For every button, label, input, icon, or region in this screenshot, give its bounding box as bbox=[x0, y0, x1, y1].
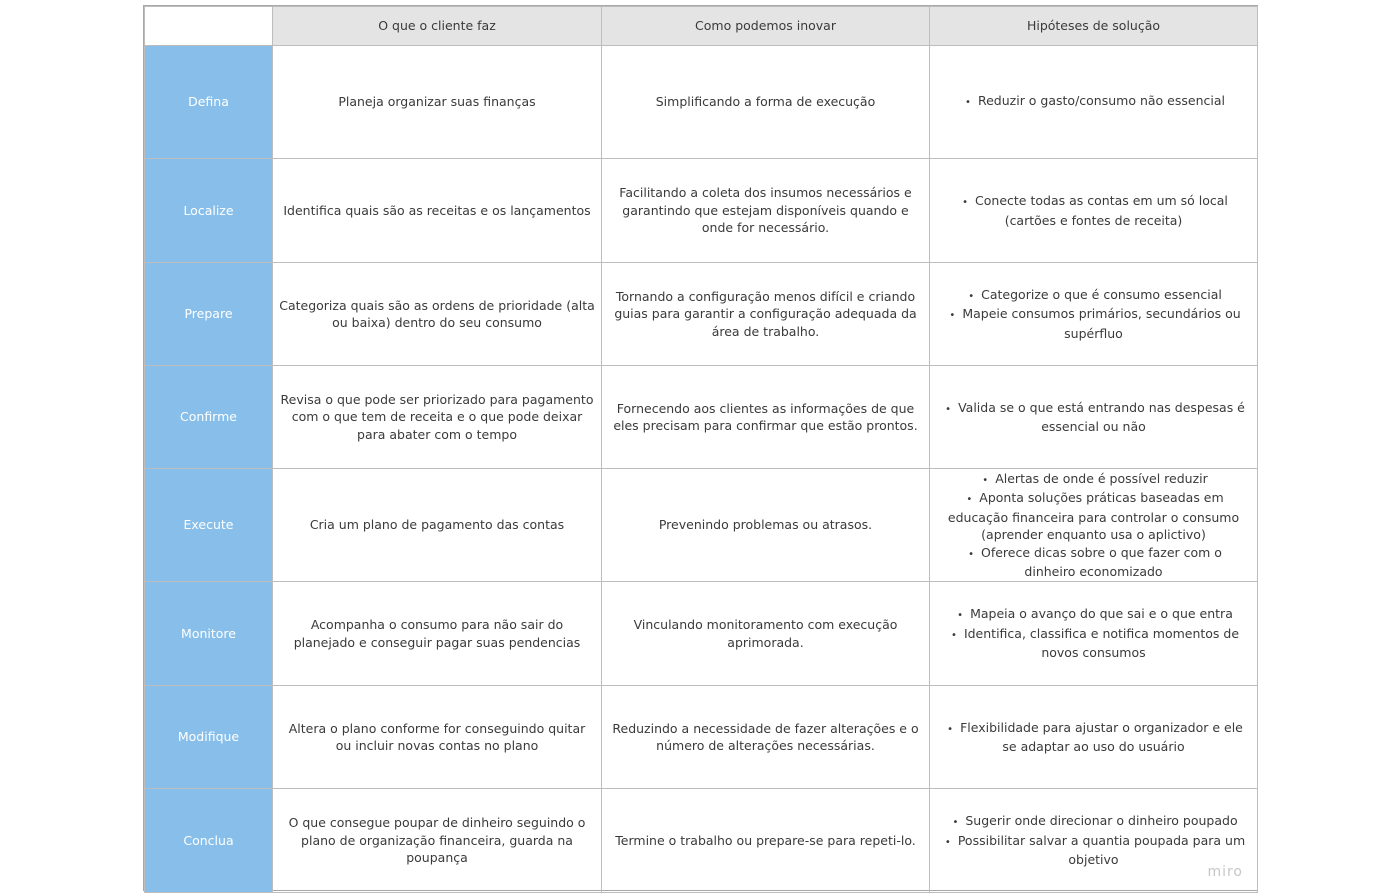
hypotheses-list bbox=[936, 605, 1251, 662]
list-item bbox=[936, 399, 1251, 436]
header-row bbox=[145, 7, 1258, 46]
stage-cell: Execute bbox=[145, 469, 273, 582]
table-row bbox=[145, 159, 1258, 263]
table-row bbox=[145, 582, 1258, 686]
client-does-cell: Revisa o que pode ser priorizado para pagamento com o que tem de receita e o que pode deixar para abater com o tempo bbox=[273, 366, 602, 469]
hypotheses-list bbox=[936, 192, 1251, 229]
list-item bbox=[936, 192, 1251, 229]
list-item bbox=[936, 832, 1251, 869]
bullet-icon: • bbox=[968, 548, 974, 560]
hypotheses-list bbox=[936, 812, 1251, 869]
table-row bbox=[145, 686, 1258, 789]
list-item bbox=[936, 544, 1251, 581]
hypotheses-list bbox=[936, 286, 1251, 343]
table-row bbox=[145, 469, 1258, 582]
hypothesis-text: Possibilitar salvar a quantia poupada para um objetivo bbox=[957, 832, 1246, 868]
hypothesis-text: Alertas de onde é possível reduzir bbox=[995, 470, 1208, 486]
list-item bbox=[936, 812, 1251, 832]
hypothesis-text: Oferece dicas sobre o que fazer com o dinheiro economizado bbox=[981, 544, 1222, 579]
stage-cell: Defina bbox=[145, 46, 273, 159]
hypothesis-text: Flexibilidade para ajustar o organizador e ele se adaptar ao uso do usuário bbox=[960, 719, 1243, 754]
hypothesis-text: Categorize o que é consumo essencial bbox=[981, 286, 1222, 302]
how-innovate-cell: Fornecendo aos clientes as informações de que eles precisam para confirmar que estão prontos. bbox=[602, 366, 930, 469]
hypothesis-text: Conecte todas as contas em um só local (cartões e fontes de receita) bbox=[975, 193, 1228, 228]
hypotheses-list bbox=[936, 470, 1251, 581]
table-row bbox=[145, 46, 1258, 159]
hypothesis-text: Reduzir o gasto/consumo não essencial bbox=[977, 93, 1225, 109]
corner-cell bbox=[145, 7, 273, 46]
how-innovate-cell: Simplificando a forma de execução bbox=[602, 46, 930, 159]
bullet-icon: • bbox=[957, 610, 964, 622]
bullet-icon: • bbox=[968, 290, 975, 302]
bullet-icon: • bbox=[966, 494, 973, 505]
client-does-cell: Planeja organizar suas finanças bbox=[273, 46, 602, 159]
stage-cell: Prepare bbox=[145, 263, 273, 366]
list-item bbox=[936, 625, 1251, 662]
hypotheses-cell bbox=[930, 46, 1258, 159]
stage-cell: Monitore bbox=[145, 582, 273, 686]
client-does-cell: Identifica quais são as receitas e os lançamentos bbox=[273, 159, 602, 263]
table-row bbox=[145, 789, 1258, 893]
client-does-cell: Altera o plano conforme for conseguindo quitar ou incluir novas contas no plano bbox=[273, 686, 602, 789]
list-item bbox=[936, 286, 1251, 306]
how-innovate-cell: Vinculando monitoramento com execução aprimorada. bbox=[602, 582, 930, 686]
miro-watermark: miro bbox=[1207, 864, 1243, 880]
hypotheses-list bbox=[936, 719, 1251, 756]
hypotheses-cell bbox=[930, 582, 1258, 686]
how-innovate-cell: Facilitando a coleta dos insumos necessários e garantindo que estejam disponíveis quando e onde for necessário. bbox=[602, 159, 930, 263]
table-row bbox=[145, 366, 1258, 469]
client-does-cell: O que consegue poupar de dinheiro seguindo o plano de organização financeira, guarda na poupança bbox=[273, 789, 602, 893]
header-client-does: O que o cliente faz bbox=[273, 7, 602, 46]
hypotheses-cell bbox=[930, 686, 1258, 789]
list-item bbox=[936, 305, 1251, 342]
stage-cell: Conclua bbox=[145, 789, 273, 893]
bullet-icon: • bbox=[949, 310, 956, 322]
list-item bbox=[936, 489, 1251, 544]
bullet-icon: • bbox=[951, 629, 957, 641]
client-does-cell: Cria um plano de pagamento das contas bbox=[273, 469, 602, 582]
hypothesis-text: Identifica, classifica e notifica momentos de novos consumos bbox=[963, 625, 1240, 661]
stage-cell: Localize bbox=[145, 159, 273, 263]
bullet-icon: • bbox=[952, 817, 959, 829]
list-item bbox=[936, 605, 1251, 625]
hypotheses-cell bbox=[930, 263, 1258, 366]
list-item bbox=[936, 92, 1251, 112]
table-row bbox=[145, 263, 1258, 366]
client-does-cell: Acompanha o consumo para não sair do planejado e conseguir pagar suas pendencias bbox=[273, 582, 602, 686]
how-innovate-cell: Termine o trabalho ou prepare-se para repeti-lo. bbox=[602, 789, 930, 893]
hypotheses-cell bbox=[930, 366, 1258, 469]
how-innovate-cell: Tornando a configuração menos difícil e criando guias para garantir a configuração adequada da área de trabalho. bbox=[602, 263, 930, 366]
bullet-icon: • bbox=[965, 97, 971, 109]
hypothesis-text: Sugerir onde direcionar o dinheiro poupado bbox=[965, 813, 1238, 829]
header-how-innovate: Como podemos inovar bbox=[602, 7, 930, 46]
hypotheses-list bbox=[936, 92, 1251, 112]
stage-cell: Confirme bbox=[145, 366, 273, 469]
client-does-cell: Categoriza quais são as ordens de prioridade (alta ou baixa) dentro do seu consumo bbox=[273, 263, 602, 366]
bullet-icon: • bbox=[944, 836, 951, 848]
bullet-icon: • bbox=[947, 723, 954, 735]
hypotheses-cell bbox=[930, 159, 1258, 263]
header-solution-hypotheses: Hipóteses de solução bbox=[930, 7, 1258, 46]
list-item bbox=[936, 470, 1251, 490]
journey-table bbox=[144, 6, 1258, 893]
list-item bbox=[936, 719, 1251, 756]
hypothesis-text: Mapeie consumos primários, secundários ou supérfluo bbox=[962, 306, 1241, 341]
bullet-icon: • bbox=[982, 474, 989, 486]
bullet-icon: • bbox=[945, 403, 952, 415]
hypotheses-list bbox=[936, 399, 1251, 436]
journey-table-board bbox=[143, 5, 1258, 891]
hypotheses-cell bbox=[930, 469, 1258, 582]
how-innovate-cell: Prevenindo problemas ou atrasos. bbox=[602, 469, 930, 582]
bullet-icon: • bbox=[962, 197, 969, 208]
hypothesis-text: Aponta soluções práticas baseadas em educação financeira para controlar o consumo (aprender enquanto usa o aplictivo) bbox=[947, 490, 1240, 542]
stage-cell: Modifique bbox=[145, 686, 273, 789]
hypothesis-text: Mapeia o avanço do que sai e o que entra bbox=[970, 606, 1233, 622]
how-innovate-cell: Reduzindo a necessidade de fazer alterações e o número de alterações necessárias. bbox=[602, 686, 930, 789]
hypothesis-text: Valida se o que está entrando nas despesas é essencial ou não bbox=[958, 399, 1245, 434]
